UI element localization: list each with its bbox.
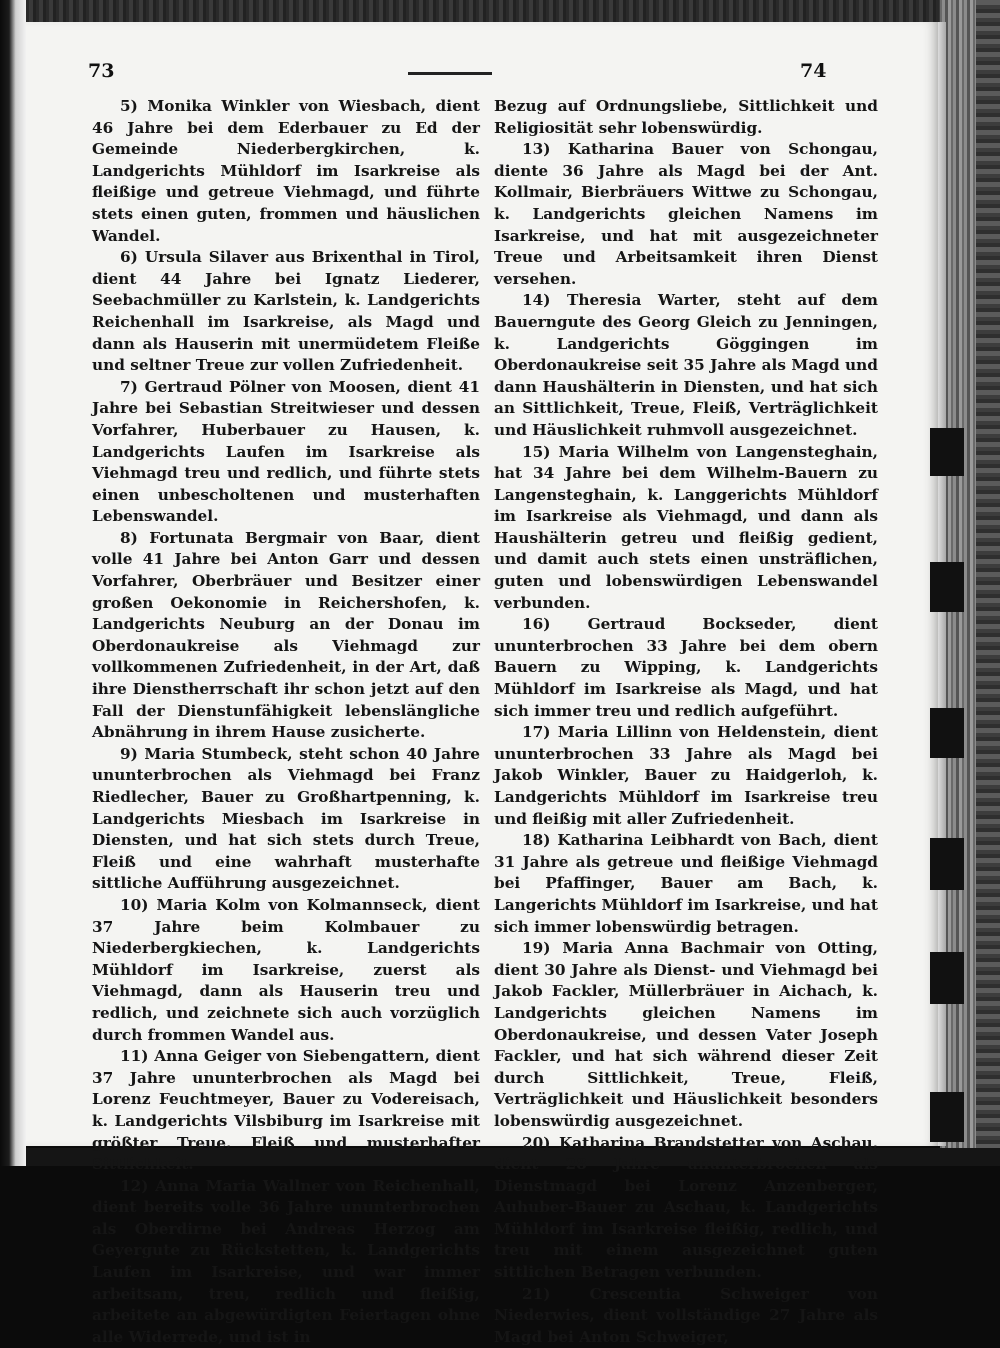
entry-paragraph: 21) Crescentia Schweiger von Niederwies, dient vollständige 27 Jahre als Magd bei Anton Schweiger, (494, 1284, 878, 1346)
book-spine-left (0, 0, 26, 1166)
index-tab (930, 952, 964, 1004)
index-tab (930, 838, 964, 890)
entry-paragraph: 19) Maria Anna Bachmair von Otting, dient 30 Jahre als Dienst- und Viehmagd bei Jakob Fackler, Müllerbräuer in Aichach, k. Landgerichts gleichen Namens im Oberdonaukreise, und dessen Vater Joseph Fackler, und hat sich während dieser Zeit durch Sittlichkeit, Treue, Fleiß, Verträglichkeit und Häuslichkeit besonders lobenswürdig ausgezeichnet. (494, 939, 878, 1130)
index-tab (930, 708, 964, 758)
entry-paragraph: 5) Monika Winkler von Wiesbach, dient 46 Jahre bei dem Ederbauer zu Ed der Gemeinde Niederbergkirchen, k. Landgerichts Mühldorf im Isarkreise als fleißige und getreue Viehmagd, und führte stets einen guten, frommen und häuslichen Wandel. (92, 97, 480, 245)
entry-paragraph: 6) Ursula Silaver aus Brixenthal in Tirol, dient 44 Jahre bei Ignatz Liederer, Seebachmüller zu Karlstein, k. Landgerichts Reichenhall im Isarkreise, als Magd und dann als Hauserin mit unermüdetem Fleiße und seltner Treue zur vollen Zufriedenheit. (92, 248, 480, 375)
index-tab (930, 428, 964, 476)
header-rule (408, 72, 492, 75)
page-number-left: 73 (88, 60, 115, 82)
index-tab (930, 562, 964, 612)
entry-paragraph: 16) Gertraud Bockseder, dient ununterbrochen 33 Jahre bei dem obern Bauern zu Wipping, k. Landgerichts Mühldorf im Isarkreise als Magd, und hat sich immer treu und redlich aufgeführt. (494, 615, 878, 720)
book-top-edge (26, 0, 1000, 24)
entry-paragraph: 9) Maria Stumbeck, steht schon 40 Jahre ununterbrochen als Viehmagd bei Franz Riedlecher, Bauer zu Großhartpenning, k. Landgerichts Miesbach im Isarkreise in Diensten, und hat sich stets durch Treue, Fleiß und eine wahrhaft musterhafte sittliche Aufführung ausgezeichnet. (92, 744, 480, 893)
entry-continuation: Bezug auf Ordnungsliebe, Sittlichkeit und Religiosität sehr lobenswürdig. (494, 97, 878, 137)
page-number-right: 74 (800, 60, 827, 82)
entry-paragraph: 11) Anna Geiger von Siebengattern, dient 37 Jahre ununterbrochen als Magd bei Lorenz Feuchtmeyer, Bauer zu Vodereisach, k. Landgerichts Vilsbiburg im Isarkreise mit größter Treue, Fleiß und musterhafter Sittlichkeit. (92, 1047, 480, 1174)
entry-paragraph: 18) Katharina Leibhardt von Bach, dient 31 Jahre als getreue und fleißige Viehmagd bei Pfaffinger, Bauer am Bach, k. Langerichts Mühldorf im Isarkreise, und hat sich immer lobenswürdig betragen. (494, 831, 878, 936)
entry-paragraph: 20) Katharina Brandstetter von Aschau, dient 28 Jahre ununterbrochen als Dienstmagd bei Lorenz Anzenberger, Auhuber-Bauer zu Aschau, k. Landgerichts Mühldorf im Isarkreise fleißig, redlich, und treu mit einem ausgezeichnet guten sittlichen Betragen verbunden. (494, 1133, 878, 1282)
entry-paragraph: 12) Anna Maria Wallner von Reichenhall, dient bereits volle 36 Jahre ununterbrochen als Oberdirne bei Andreas Herzog am Geyergute zu Rückstetten, k. Landgerichts Laufen im Isarkreise, und war immer arbeitsam, treu, redlich und fleißig, arbeitete an abgewürdigten Feiertagen ohne alle Widerrede, und ist in (92, 1176, 480, 1346)
entry-paragraph: 10) Maria Kolm von Kolmannseck, dient 37 Jahre beim Kolmbauer zu Niederbergkiechen, k. Landgerichts Mühldorf im Isarkreise, zuerst als Viehmagd, dann als Hauserin treu und redlich, und zeichnete sich auch vorzüglich durch frommen Wandel aus. (92, 895, 480, 1044)
entry-paragraph: 14) Theresia Warter, steht auf dem Bauerngute des Georg Gleich zu Jenningen, k. Landgerichts Göggingen im Oberdonaukreise seit 35 Jahre als Magd und dann Haushälterin in Diensten, und hat sich an Sittlichkeit, Treue, Fleiß, Verträglichkeit und Häuslichkeit ruhmvoll ausgezeichnet. (494, 291, 878, 439)
entry-paragraph: 8) Fortunata Bergmair von Baar, dient volle 41 Jahre bei Anton Garr und dessen Vorfahrer, Oberbräuer und Besitzer einer großen Oekonomie in Reichershofen, k. Landgerichts Neuburg an der Donau im Oberdonaukreise als Viehmagd zur vollkommenen Zufriedenheit, in der Art, daß ihre Dienstherrschaft ihr schon jetzt auf den Fall der Dienstunfähigkeit lebenslängliche Abnährung in ihrem Hause zusicherte. (92, 528, 480, 742)
book-cover-edge (976, 0, 1000, 1166)
entry-paragraph: 7) Gertraud Pölner von Moosen, dient 41 Jahre bei Sebastian Streitwieser und dessen Vorfahrer, Huberbauer zu Hausen, k. Landgerichts Laufen im Isarkreise als Viehmagd treu und redlich, und führte stets einen unbescholtenen und musterhaften Lebenswandel. (92, 377, 480, 526)
right-text-column (494, 96, 878, 1346)
entry-paragraph: 17) Maria Lillinn von Heldenstein, dient ununterbrochen 33 Jahre als Magd bei Jakob Winkler, Bauer zu Haidgerloh, k. Landgerichts Mühldorf im Isarkreise treu und fleißig mit aller Zufriedenheit. (494, 723, 878, 828)
entry-paragraph: 15) Maria Wilhelm von Langensteghain, hat 34 Jahre bei dem Wilhelm-Bauern zu Langensteghain, k. Langgerichts Mühldorf im Isarkreise als Viehmagd, und dann als Haushälterin getreu und fleißig gedient, und damit auch stets einen unsträflichen, guten und lobenswürdigen Lebenswandel verbunden. (494, 442, 878, 612)
entry-paragraph: 13) Katharina Bauer von Schongau, diente 36 Jahre als Magd bei der Ant. Kollmair, Bierbräuers Wittwe zu Schongau, k. Landgerichts gleichen Namens im Isarkreise, und hat mit ausgezeichneter Treue und Arbeitsamkeit ihren Dienst versehen. (494, 140, 878, 288)
left-text-column (92, 96, 480, 1346)
index-tab (930, 1092, 964, 1142)
